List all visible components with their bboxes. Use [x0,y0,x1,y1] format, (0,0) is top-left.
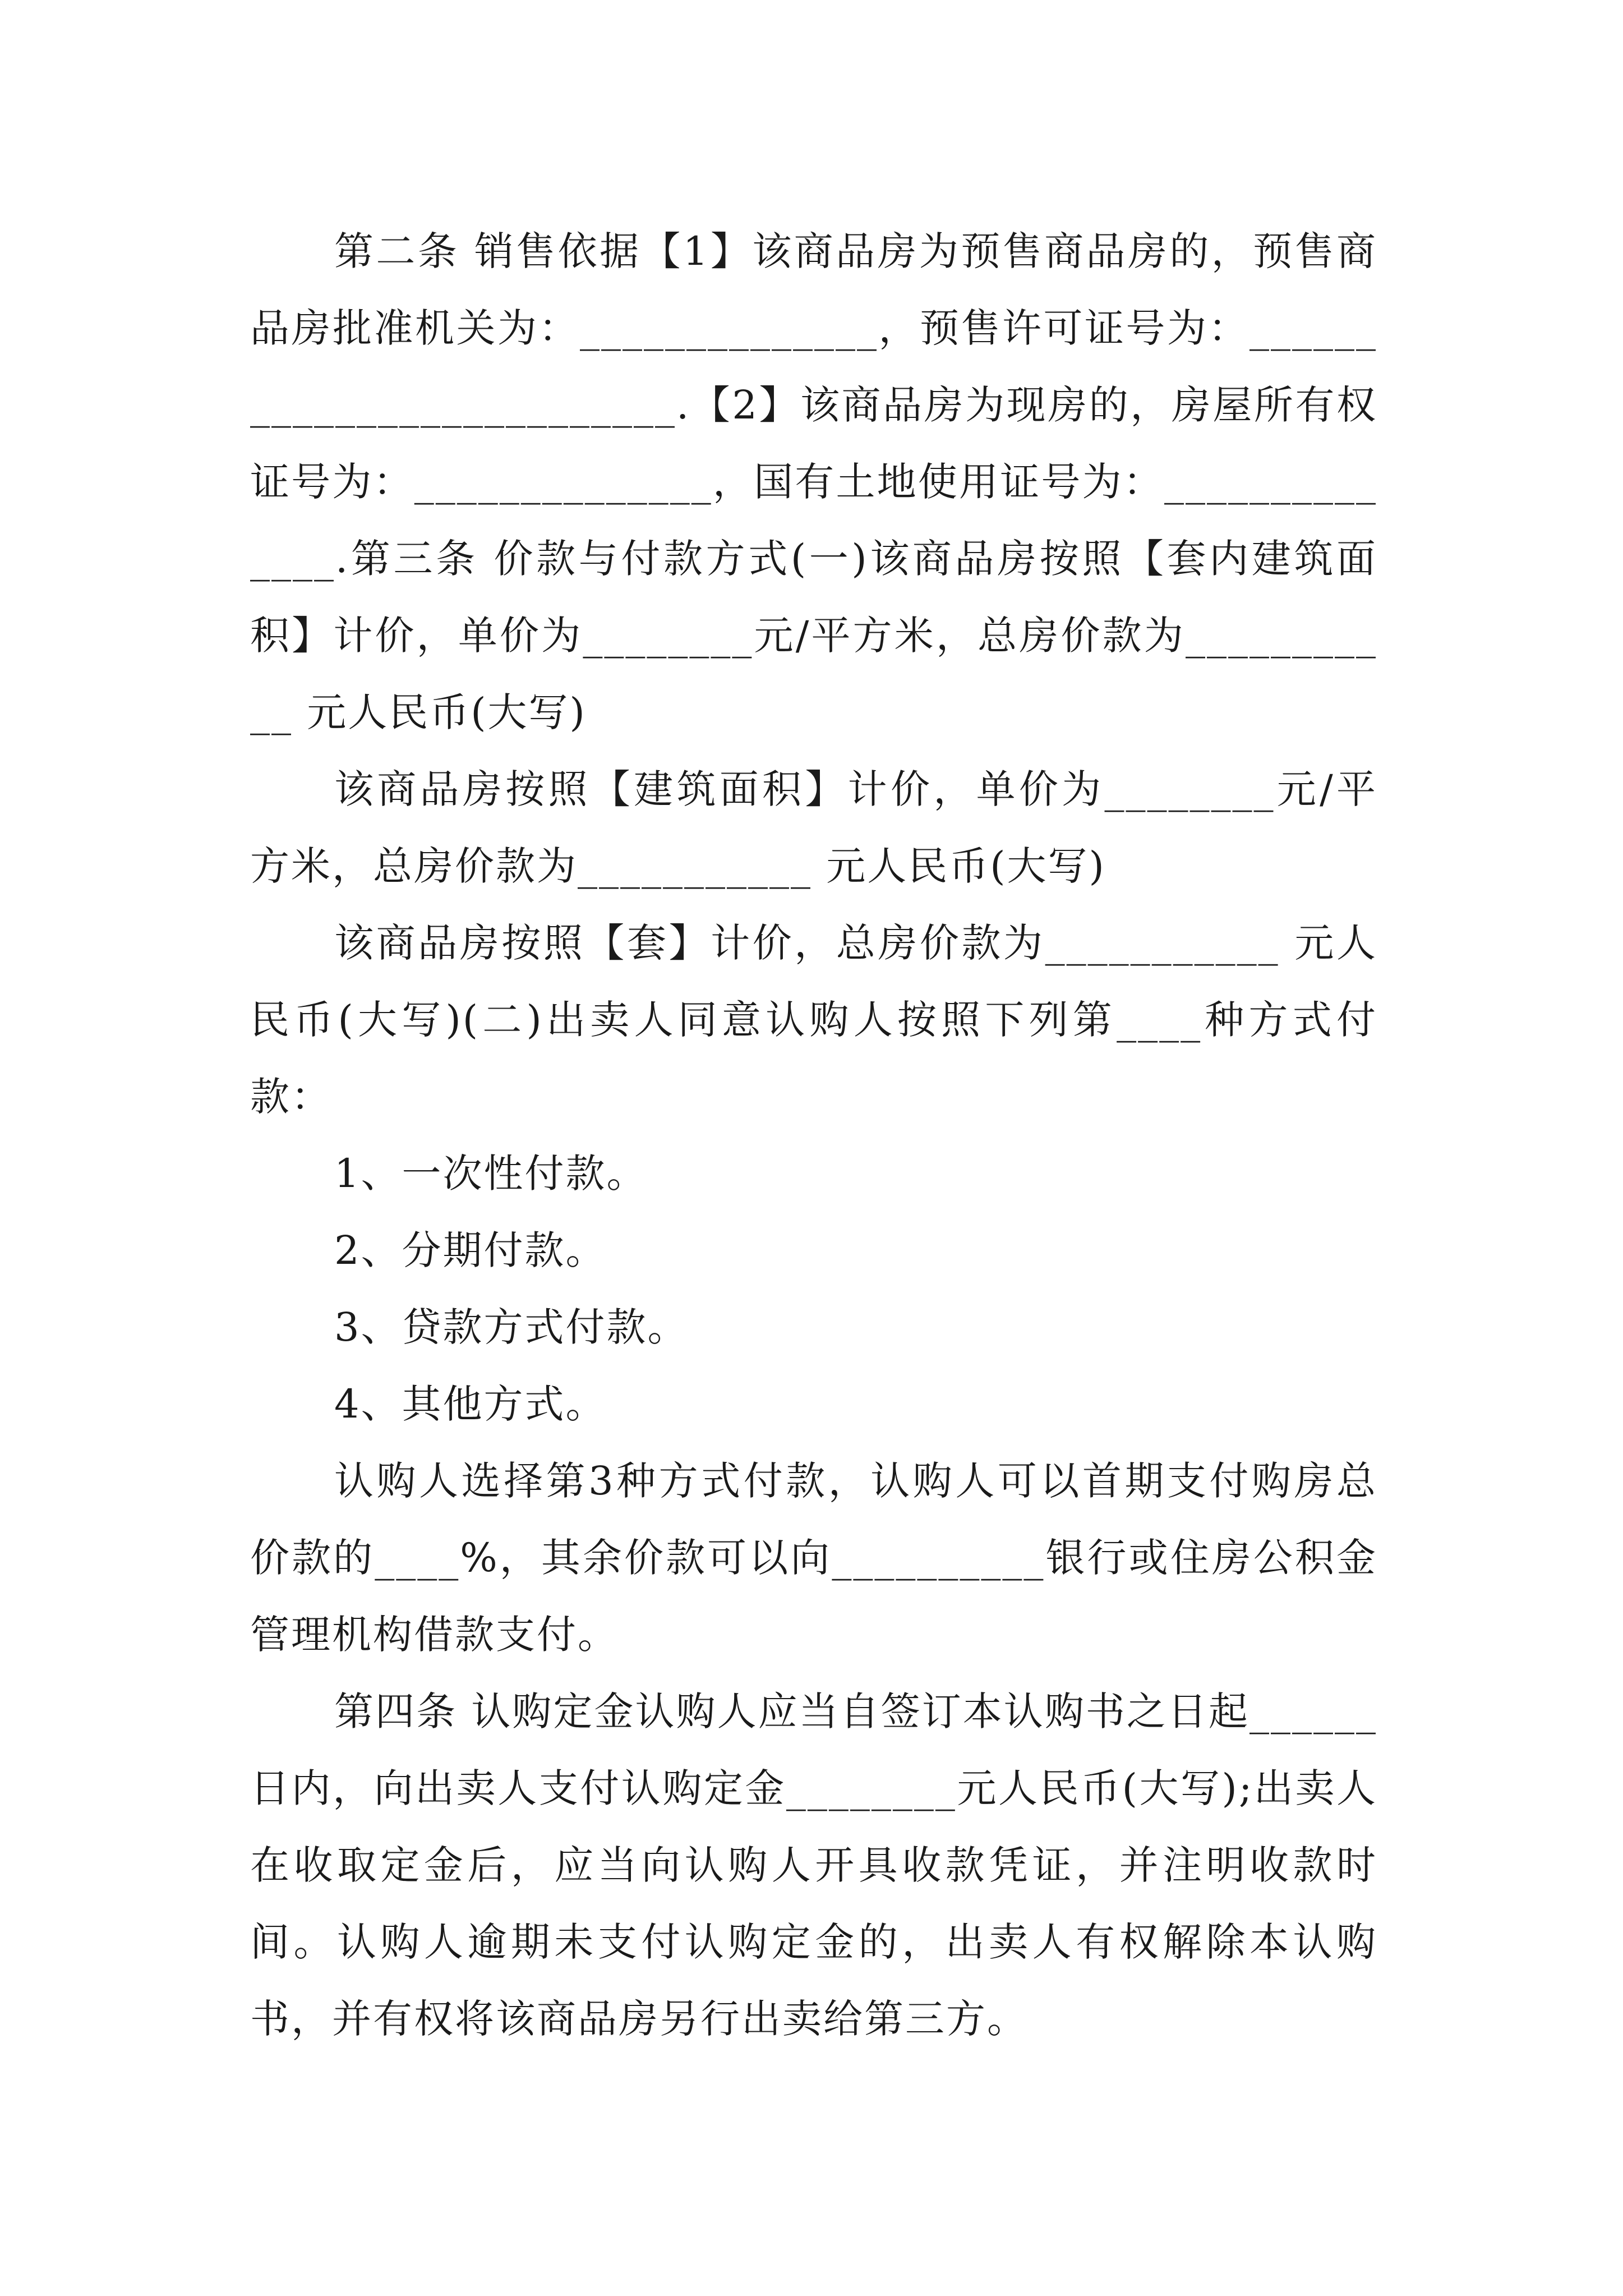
paragraph-unit-pricing: 该商品房按照【套】计价，总房价款为___________ 元人民币(大写)(二)出卖人同意认购人按照下列第____种方式付款： [250,920,1377,1120]
list-item-payment-1: 1、一次性付款。 [334,1151,648,1197]
document-body [250,213,1377,2058]
list-item-payment-3: 3、贷款方式付款。 [334,1304,689,1350]
paragraph-building-area-pricing: 该商品房按照【建筑面积】计价，单价为________元/平方米，总房价款为___________ 元人民币(大写) [250,766,1377,889]
paragraph-sales-basis-and-price: 第二条 销售依据【1】该商品房为预售商品房的，预售商品房批准机关为：______________，预售许可证号为：__________________________.【2】该商品房为现房的，房屋所有权证号为：______________，国有土地使用证号为：______________.第三条 价款与付款方式(一)该商品房按照【套内建筑面积】计价，单价为________元/平方米，总房价款为___________ 元人民币(大写) [250,228,1377,735]
list-item-payment-4: 4、其他方式。 [334,1381,607,1427]
list-item-payment-2: 2、分期付款。 [334,1227,607,1273]
paragraph-deposit: 第四条 认购定金认购人应当自签订本认购书之日起______日内，向出卖人支付认购定金________元人民币(大写);出卖人在收取定金后，应当向认购人开具收款凭证，并注明收款时间。认购人逾期未支付认购定金的，出卖人有权解除本认购书，并有权将该商品房另行出卖给第三方。 [250,1688,1377,2042]
paragraph-loan-payment: 认购人选择第3种方式付款，认购人可以首期支付购房总价款的____%，其余价款可以向__________银行或住房公积金管理机构借款支付。 [250,1458,1377,1658]
